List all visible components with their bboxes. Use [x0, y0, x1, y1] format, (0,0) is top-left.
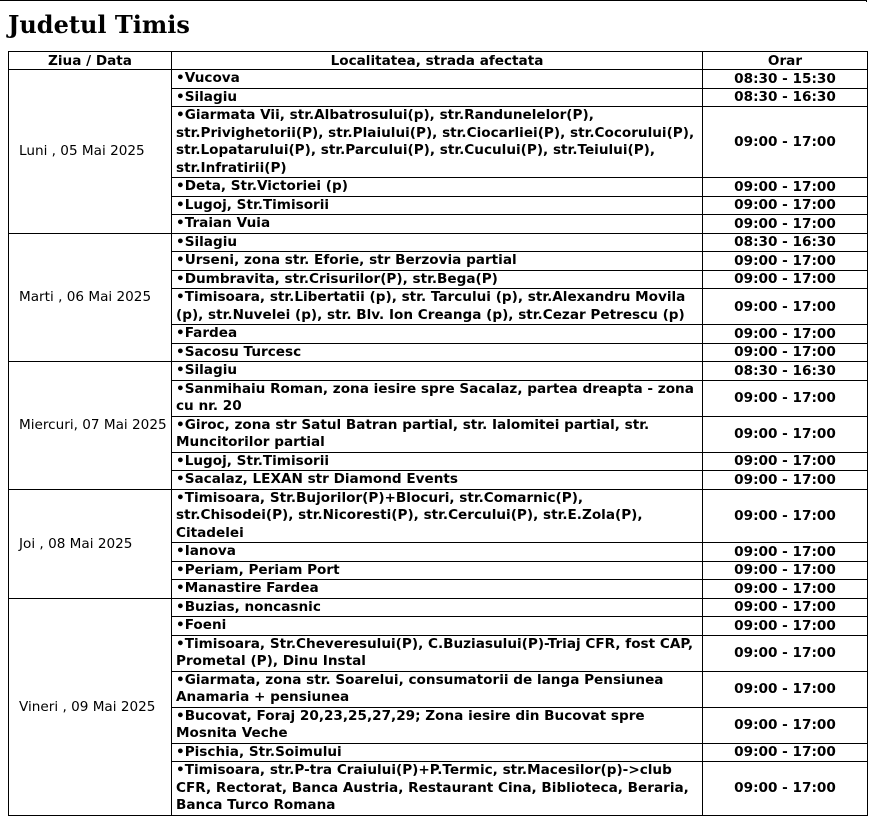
location-cell: •Deta, Str.Victoriei (p) — [172, 178, 703, 197]
time-cell: 09:00 - 17:00 — [703, 196, 868, 215]
location-cell: •Urseni, zona str. Eforie, str Berzovia partial — [172, 252, 703, 271]
time-cell: 09:00 - 17:00 — [703, 617, 868, 636]
outage-schedule-table — [8, 51, 868, 816]
location-cell: •Fardea — [172, 325, 703, 344]
time-cell: 09:00 - 17:00 — [703, 270, 868, 289]
time-cell: 09:00 - 17:00 — [703, 707, 868, 743]
time-cell: 09:00 - 17:00 — [703, 325, 868, 344]
header-location: Localitatea, strada afectata — [172, 52, 703, 70]
location-cell: •Periam, Periam Port — [172, 561, 703, 580]
location-cell: •Foeni — [172, 617, 703, 636]
day-date-cell: Luni , 05 Mai 2025 — [9, 70, 172, 234]
location-cell: •Bucovat, Foraj 20,23,25,27,29; Zona iesire din Bucovat spre Mosnita Veche — [172, 707, 703, 743]
location-cell: •Silagiu — [172, 233, 703, 252]
time-cell: 08:30 - 15:30 — [703, 70, 868, 89]
day-date-cell: Joi , 08 Mai 2025 — [9, 489, 172, 598]
location-cell: •Traian Vuia — [172, 215, 703, 234]
location-cell: •Timisoara, Str.Cheveresului(P), C.Buziasului(P)-Triaj CFR, fost CAP, Prometal (P), Dinu Instal — [172, 635, 703, 671]
location-cell: •Sacalaz, LEXAN str Diamond Events — [172, 471, 703, 490]
time-cell: 09:00 - 17:00 — [703, 343, 868, 362]
location-cell: •Lugoj, Str.Timisorii — [172, 452, 703, 471]
table-row — [9, 233, 868, 252]
location-cell: •Timisoara, str.P-tra Craiului(P)+P.Termic, str.Macesilor(p)->club CFR, Rectorat, Banca Austria, Restaurant Cina, Biblioteca, Beraria, Banca Turco Romana — [172, 762, 703, 816]
header-row — [9, 52, 868, 70]
header-day: Ziua / Data — [9, 52, 172, 70]
location-cell: •Lugoj, Str.Timisorii — [172, 196, 703, 215]
time-cell: 09:00 - 17:00 — [703, 107, 868, 178]
time-cell: 09:00 - 17:00 — [703, 489, 868, 543]
time-cell: 09:00 - 17:00 — [703, 416, 868, 452]
location-cell: •Giarmata Vii, str.Albatrosului(p), str.Randunelelor(P), str.Privighetorii(P), str.Plaiului(P), str.Ciocarliei(P), str.Cocorului(P), str.Lopatarului(P), str.Parcului(P), str.Cucului(P), str.Teiului(P), str.Infratirii(P) — [172, 107, 703, 178]
table-row — [9, 489, 868, 543]
location-cell: •Pischia, Str.Soimului — [172, 743, 703, 762]
time-cell: 08:30 - 16:30 — [703, 88, 868, 107]
location-cell: •Dumbravita, str.Crisurilor(P), str.Bega(P) — [172, 270, 703, 289]
page-title: Judetul Timis — [8, 10, 190, 39]
time-cell: 09:00 - 17:00 — [703, 762, 868, 816]
location-cell: •Sanmihaiu Roman, zona iesire spre Sacalaz, partea dreapta - zona cu nr. 20 — [172, 380, 703, 416]
header-time: Orar — [703, 52, 868, 70]
location-cell: •Buzias, noncasnic — [172, 598, 703, 617]
time-cell: 09:00 - 17:00 — [703, 289, 868, 325]
location-cell: •Sacosu Turcesc — [172, 343, 703, 362]
table-row — [9, 598, 868, 617]
time-cell: 09:00 - 17:00 — [703, 380, 868, 416]
location-cell: •Timisoara, str.Libertatii (p), str. Tarcului (p), str.Alexandru Movila (p), str.Nuvelei (p), str. Blv. Ion Creanga (p), str.Cezar Petrescu (p) — [172, 289, 703, 325]
time-cell: 08:30 - 16:30 — [703, 233, 868, 252]
table-row — [9, 70, 868, 89]
time-cell: 09:00 - 17:00 — [703, 598, 868, 617]
top-border-line — [0, 0, 867, 2]
time-cell: 09:00 - 17:00 — [703, 215, 868, 234]
location-cell: •Vucova — [172, 70, 703, 89]
table-row — [9, 362, 868, 381]
time-cell: 09:00 - 17:00 — [703, 580, 868, 599]
time-cell: 09:00 - 17:00 — [703, 452, 868, 471]
time-cell: 09:00 - 17:00 — [703, 561, 868, 580]
time-cell: 09:00 - 17:00 — [703, 635, 868, 671]
time-cell: 09:00 - 17:00 — [703, 252, 868, 271]
time-cell: 09:00 - 17:00 — [703, 671, 868, 707]
time-cell: 09:00 - 17:00 — [703, 543, 868, 562]
time-cell: 09:00 - 17:00 — [703, 178, 868, 197]
time-cell: 09:00 - 17:00 — [703, 471, 868, 490]
table-body — [9, 70, 868, 816]
location-cell: •Giroc, zona str Satul Batran partial, str. Ialomitei partial, str. Muncitorilor partial — [172, 416, 703, 452]
location-cell: •Silagiu — [172, 362, 703, 381]
location-cell: •Giarmata, zona str. Soarelui, consumatorii de langa Pensiunea Anamaria + pensiunea — [172, 671, 703, 707]
location-cell: •Timisoara, Str.Bujorilor(P)+Blocuri, str.Comarnic(P), str.Chisodei(P), str.Nicoresti(P), str.Cercului(P), str.E.Zola(P), Citadelei — [172, 489, 703, 543]
day-date-cell: Miercuri, 07 Mai 2025 — [9, 362, 172, 490]
location-cell: •Ianova — [172, 543, 703, 562]
location-cell: •Silagiu — [172, 88, 703, 107]
day-date-cell: Marti , 06 Mai 2025 — [9, 233, 172, 362]
day-date-cell: Vineri , 09 Mai 2025 — [9, 598, 172, 815]
time-cell: 09:00 - 17:00 — [703, 743, 868, 762]
time-cell: 08:30 - 16:30 — [703, 362, 868, 381]
location-cell: •Manastire Fardea — [172, 580, 703, 599]
